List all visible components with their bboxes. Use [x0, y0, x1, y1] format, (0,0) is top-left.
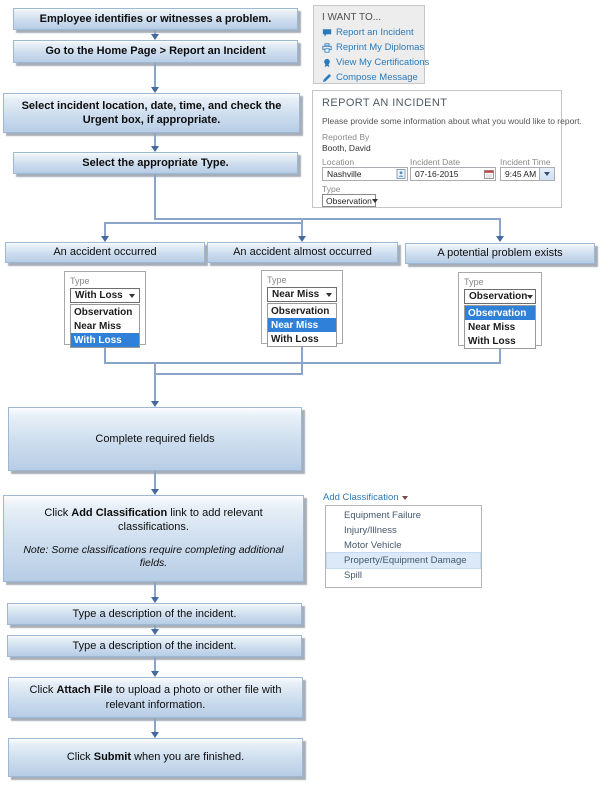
- type-options-list: [464, 305, 536, 349]
- printer-icon: [322, 43, 332, 53]
- type-dropdown-panel-near-miss: [261, 270, 343, 344]
- link-label: Add Classification: [323, 492, 399, 503]
- chevron-down-icon: [402, 496, 408, 500]
- menu-item-equipment-failure[interactable]: Equipment Failure: [344, 510, 422, 521]
- menu-item-motor-vehicle[interactable]: Motor Vehicle: [344, 540, 402, 551]
- i-want-to-panel: [313, 5, 430, 84]
- connector-line: [154, 373, 303, 375]
- flow-step-text: [19, 683, 292, 712]
- arrowhead-icon: [496, 236, 504, 242]
- menu-item-property-equipment-damage[interactable]: Property/Equipment Damage: [327, 553, 480, 568]
- chevron-down-icon: [326, 293, 332, 297]
- connector-line: [154, 133, 156, 146]
- link-label: Report an Incident: [336, 27, 414, 38]
- flow-step-text: Go to the Home Page > Report an Incident: [45, 45, 266, 58]
- panel-title: REPORT AN INCIDENT: [322, 97, 448, 109]
- i-want-to-title: I WANT TO...: [322, 12, 382, 23]
- flow-step-go-home-page: [13, 40, 298, 63]
- type-label: Type: [322, 184, 341, 194]
- link-label: Reprint My Diplomas: [336, 42, 425, 53]
- connector-line: [154, 362, 156, 401]
- flow-step-text: Select the appropriate Type.: [82, 156, 229, 169]
- connector-line: [301, 219, 303, 236]
- type-select-value: With Loss: [75, 290, 123, 301]
- link-reprint-my-diplomas[interactable]: [322, 42, 425, 53]
- type-option-observation[interactable]: Observation: [74, 306, 133, 318]
- arrowhead-icon: [151, 489, 159, 495]
- flow-step-select-type: [13, 152, 298, 174]
- arrowhead-icon: [151, 87, 159, 93]
- type-label: Type: [267, 275, 287, 285]
- connector-line: [104, 362, 501, 364]
- type-option-near-miss[interactable]: Near Miss: [74, 320, 122, 332]
- flow-branch-text: An accident almost occurred: [233, 246, 372, 259]
- chevron-down-icon: [372, 199, 378, 203]
- add-classification-link[interactable]: [323, 492, 408, 503]
- flow-step-text: Complete required fields: [95, 432, 215, 445]
- report-an-incident-panel: [312, 90, 582, 208]
- text-run: Click: [66, 751, 94, 764]
- calendar-icon[interactable]: [482, 168, 495, 180]
- address-book-icon[interactable]: [394, 168, 407, 180]
- arrowhead-icon: [101, 236, 109, 242]
- location-value: Nashville: [327, 169, 362, 179]
- link-compose-message[interactable]: [322, 72, 416, 83]
- type-select[interactable]: [267, 287, 337, 302]
- connector-line: [154, 471, 156, 489]
- flow-branch-text: An accident occurred: [53, 246, 157, 259]
- type-option-with-loss[interactable]: With Loss: [71, 333, 139, 347]
- incident-date-value: 07-16-2015: [415, 169, 459, 179]
- arrowhead-icon: [298, 236, 306, 242]
- text-run: Click: [44, 507, 72, 520]
- incident-time-value: 9:45 AM: [505, 169, 537, 179]
- flow-step-attach-file: [8, 677, 303, 718]
- flow-step-type-description-1: [7, 603, 302, 625]
- incident-date-field[interactable]: [410, 167, 496, 181]
- text-run-bold: Add Classification: [71, 507, 168, 520]
- connector-line: [499, 219, 501, 236]
- connector-line: [154, 657, 156, 671]
- connector-line: [104, 222, 303, 224]
- link-report-an-incident[interactable]: [322, 27, 416, 38]
- incident-time-label: Incident Time: [500, 157, 551, 167]
- type-select-value: Near Miss: [272, 289, 320, 300]
- type-select-value: Observation: [326, 195, 372, 206]
- flow-step-add-classification: [3, 495, 304, 582]
- type-select-value: Observation: [469, 291, 528, 302]
- arrowhead-icon: [151, 146, 159, 152]
- type-options-list: [267, 303, 337, 347]
- flow-step-complete-required-fields: [8, 407, 302, 471]
- location-label: Location: [322, 157, 355, 167]
- connector-line: [154, 582, 156, 597]
- type-options-list: [70, 304, 140, 348]
- type-dropdown-panel-observation: [458, 272, 542, 346]
- flow-step-submit: [8, 738, 303, 777]
- flow-step-select-location-date-time: [3, 93, 300, 133]
- connector-line: [104, 222, 106, 236]
- flow-step-text: Type a description of the incident.: [72, 639, 237, 652]
- text-run: when you are finished.: [131, 751, 245, 764]
- menu-item-spill[interactable]: Spill: [344, 570, 362, 581]
- type-label: Type: [464, 277, 484, 287]
- text-run-bold: Submit: [93, 751, 132, 764]
- arrowhead-icon: [151, 629, 159, 635]
- flow-branch-accident-occurred: [5, 242, 205, 263]
- arrowhead-icon: [151, 671, 159, 677]
- panel-description: Please provide some information about what you would like to report.: [322, 116, 582, 126]
- speech-bubble-icon: [322, 28, 332, 38]
- incident-date-label: Incident Date: [410, 157, 461, 167]
- text-run-bold: Attach File: [56, 684, 113, 697]
- flow-step-type-description-2: [7, 635, 302, 657]
- flow-step-text: Type a description of the incident.: [72, 607, 237, 620]
- flow-step-text: [14, 506, 293, 535]
- chevron-down-icon: [527, 295, 533, 299]
- type-label: Type: [70, 276, 90, 286]
- arrowhead-icon: [151, 732, 159, 738]
- flow-branch-text: A potential problem exists: [437, 247, 563, 260]
- flow-branch-accident-almost-occurred: [207, 242, 398, 263]
- connector-line: [154, 174, 156, 220]
- menu-item-injury-illness[interactable]: Injury/Illness: [344, 525, 397, 536]
- link-label: Compose Message: [336, 72, 418, 83]
- incident-time-field[interactable]: [500, 167, 555, 181]
- type-select[interactable]: [322, 194, 376, 207]
- chevron-down-icon: [129, 294, 135, 298]
- flow-step-text: [67, 750, 244, 764]
- flow-branch-potential-problem: [405, 243, 595, 264]
- chevron-down-icon[interactable]: [539, 168, 554, 180]
- pencil-icon: [322, 73, 332, 83]
- arrowhead-icon: [151, 597, 159, 603]
- type-option-with-loss[interactable]: With Loss: [271, 333, 319, 345]
- connector-line: [154, 218, 501, 220]
- flow-step-text: Employee identifies or witnesses a problem.: [39, 12, 272, 25]
- type-option-near-miss[interactable]: Near Miss: [468, 321, 516, 333]
- type-select[interactable]: [464, 289, 536, 304]
- arrowhead-icon: [151, 401, 159, 407]
- type-select[interactable]: [70, 288, 140, 303]
- text-run: link to add relevant classifications.: [118, 507, 263, 534]
- reported-by-value: Booth, David: [322, 143, 371, 153]
- add-classification-menu: [325, 505, 482, 588]
- arrowhead-icon: [151, 34, 159, 40]
- type-option-near-miss[interactable]: Near Miss: [268, 318, 336, 332]
- text-run: to upload a photo or other file with relevant information.: [105, 684, 282, 711]
- connector-line: [154, 718, 156, 732]
- link-label: View My Certifications: [336, 57, 430, 68]
- type-dropdown-panel-with-loss: [64, 271, 146, 345]
- flow-step-identify-problem: [13, 8, 298, 30]
- flow-step-note: Note: Some classifications require completing additional fields.: [23, 543, 284, 570]
- text-run: Click: [29, 684, 57, 697]
- type-option-with-loss[interactable]: With Loss: [468, 335, 516, 347]
- connector-line: [301, 344, 303, 374]
- reported-by-label: Reported By: [322, 132, 370, 142]
- connector-line: [154, 63, 156, 87]
- flow-step-text: Select incident location, date, time, and check the Urgent box, if appropriate.: [21, 99, 282, 126]
- badge-icon: [322, 58, 332, 68]
- type-option-observation[interactable]: Observation: [465, 306, 535, 320]
- location-field[interactable]: [322, 167, 408, 181]
- link-view-my-certifications[interactable]: [322, 57, 430, 68]
- type-option-observation[interactable]: Observation: [271, 305, 330, 317]
